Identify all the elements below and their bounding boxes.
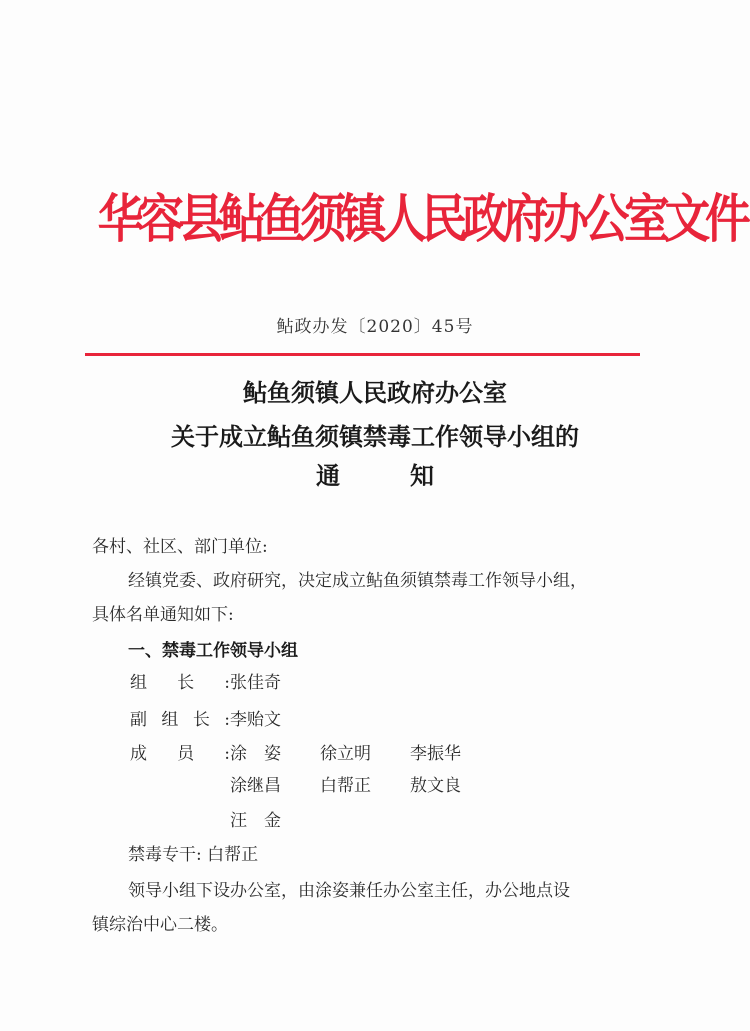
- title-line-1: 鲇鱼须镇人民政府办公室: [243, 378, 507, 407]
- member-name: 徐立明: [320, 744, 371, 764]
- salutation: 各村、社区、部门单位:: [92, 537, 268, 557]
- members-row-2: [130, 771, 500, 796]
- section-heading: 一、禁毒工作领导小组: [128, 641, 298, 661]
- paragraph-1-line-2: 具体名单通知如下:: [92, 605, 234, 625]
- office-line-1: 领导小组下设办公室，由涂姿兼任办公室主任，办公地点设: [128, 881, 570, 901]
- drug-control-specialist: 禁毒专干: 白帮正: [128, 845, 259, 865]
- red-divider-rule: [85, 353, 640, 356]
- member-name: 涂继昌: [230, 776, 281, 796]
- member-name: 白帮正: [320, 776, 371, 796]
- leader-row: [130, 668, 281, 693]
- members-row-3: [130, 806, 320, 831]
- masthead-title: 华容县鲇鱼须镇人民政府办公室文件: [97, 189, 746, 250]
- members-label: 成员:: [130, 744, 230, 764]
- members-row-1: [130, 739, 500, 764]
- document-number: 鲇政办发〔2020〕45号: [276, 317, 474, 337]
- member-name: 涂 姿: [230, 744, 281, 764]
- office-line-2: 镇综治中心二楼。: [92, 915, 228, 935]
- deputy-label: 副组长:: [130, 710, 230, 730]
- member-name: 汪 金: [230, 811, 281, 831]
- title-line-3: 通知: [316, 461, 504, 490]
- deputy-row: [130, 705, 281, 730]
- title-line-2: 关于成立鲇鱼须镇禁毒工作领导小组的: [171, 422, 579, 451]
- member-name: 李振华: [410, 744, 461, 764]
- paragraph-1-line-1: 经镇党委、政府研究，决定成立鲇鱼须镇禁毒工作领导小组，: [128, 571, 587, 591]
- member-name: 敖文良: [410, 776, 461, 796]
- leader-name: 张佳奇: [230, 673, 281, 693]
- leader-label: 组长:: [130, 673, 230, 693]
- deputy-name: 李贻文: [230, 710, 281, 730]
